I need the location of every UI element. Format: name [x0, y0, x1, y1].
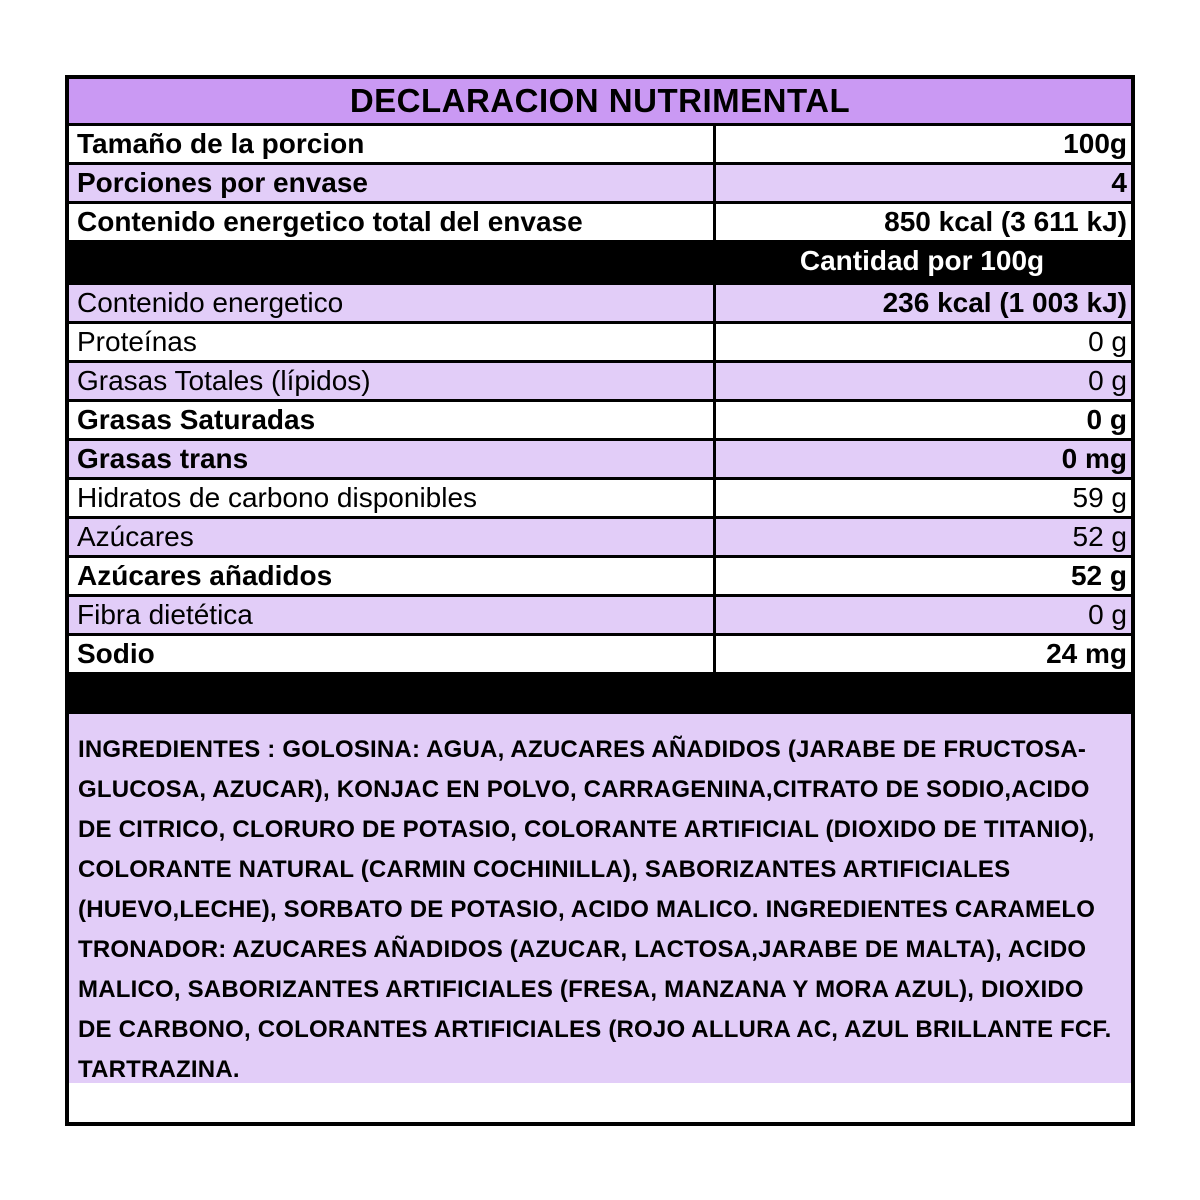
- row-label: Porciones por envase: [69, 165, 713, 201]
- row-value: 0 g: [713, 324, 1131, 360]
- row-value: 236 kcal (1 003 kJ): [713, 285, 1131, 321]
- table-row-protein: [69, 321, 1131, 360]
- table-row-saturated-fat: [69, 399, 1131, 438]
- table-row-added-sugars: [69, 555, 1131, 594]
- table-row-sodium: [69, 633, 1131, 672]
- row-value: 0 g: [713, 597, 1131, 633]
- row-value: 52 g: [713, 519, 1131, 555]
- table-row-carbohydrates: [69, 477, 1131, 516]
- row-label: Sodio: [69, 636, 713, 672]
- row-label: Contenido energetico: [69, 285, 713, 321]
- ingredients-text: INGREDIENTES : GOLOSINA: AGUA, AZUCARES AÑADIDOS (JARABE DE FRUCTOSA-GLUCOSA, AZUCAR), KONJAC EN POLVO, CARRAGENINA,CITRATO DE SODIO,ACIDO DE CITRICO, CLORURO DE POTASIO, COLORANTE ARTIFICIAL (DIOXIDO DE TITANIO), COLORANTE NATURAL (CARMIN COCHINILLA), SABORIZANTES ARTIFICIALES (HUEVO,LECHE), SORBATO DE POTASIO, ACIDO MALICO. INGREDIENTES CARAMELO TRONADOR: AZUCARES AÑADIDOS (AZUCAR, LACTOSA,JARABE DE MALTA), ACIDO MALICO, SABORIZANTES ARTIFICIALES (FRESA, MANZANA Y MORA AZUL), DIOXIDO DE CARBONO, COLORANTES ARTIFICIALES (ROJO ALLURA AC, AZUL BRILLANTE FCF. TARTRAZINA.: [69, 714, 1131, 1083]
- row-value: 52 g: [713, 558, 1131, 594]
- row-label: Tamaño de la porcion: [69, 126, 713, 162]
- row-value: 59 g: [713, 480, 1131, 516]
- row-label: Azúcares añadidos: [69, 558, 713, 594]
- row-value: 0 g: [713, 363, 1131, 399]
- table-row-servings-per-container: [69, 162, 1131, 201]
- row-value: 24 mg: [713, 636, 1131, 672]
- table-row-serving-size: [69, 123, 1131, 162]
- table-row-trans-fat: [69, 438, 1131, 477]
- row-label: Hidratos de carbono disponibles: [69, 480, 713, 516]
- table-row-total-fat: [69, 360, 1131, 399]
- row-value: 4: [713, 165, 1131, 201]
- label-title: DECLARACION NUTRIMENTAL: [69, 79, 1131, 123]
- column-header-amount: Cantidad por 100g: [799, 245, 1045, 276]
- table-row-total-energy: [69, 201, 1131, 240]
- nutrition-label: [65, 75, 1135, 1126]
- row-label: Grasas Saturadas: [69, 402, 713, 438]
- column-header-row: [69, 240, 1131, 282]
- row-value: 0 g: [713, 402, 1131, 438]
- row-label: Grasas trans: [69, 441, 713, 477]
- row-label: Azúcares: [69, 519, 713, 555]
- separator-band: [69, 672, 1131, 714]
- table-row-dietary-fiber: [69, 594, 1131, 633]
- row-label: Grasas Totales (lípidos): [69, 363, 713, 399]
- row-value: 0 mg: [713, 441, 1131, 477]
- table-row-energy: [69, 282, 1131, 321]
- row-value: 100g: [713, 126, 1131, 162]
- row-label: Contenido energetico total del envase: [69, 204, 713, 240]
- table-row-sugars: [69, 516, 1131, 555]
- row-label: Fibra dietética: [69, 597, 713, 633]
- column-header-empty: [69, 240, 713, 282]
- row-value: 850 kcal (3 611 kJ): [713, 204, 1131, 240]
- row-label: Proteínas: [69, 324, 713, 360]
